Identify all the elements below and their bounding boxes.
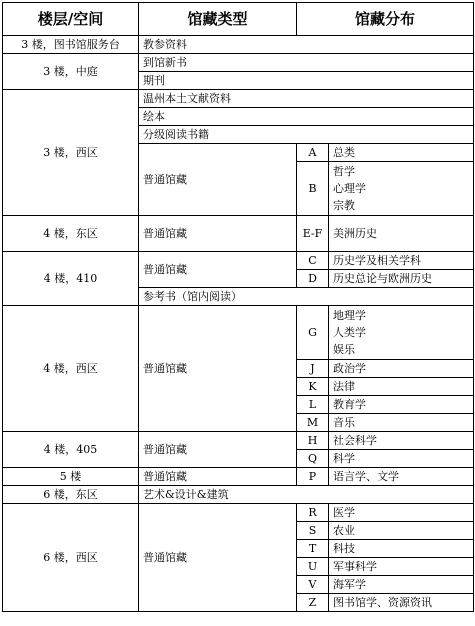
subject-line: 地理学 [333,309,366,322]
class-code-cell: P [297,468,329,486]
subject-cell: 历史学及相关学科 [329,252,474,270]
class-code-cell: C [297,252,329,270]
type-cell: 普通馆藏 [139,306,297,432]
class-code-cell: H [297,432,329,450]
subject-cell: 历史总论与欧洲历史 [329,270,474,288]
header-floor-space: 楼层/空间 [3,3,139,36]
floor-cell: 4 楼，东区 [3,216,139,252]
collection-distribution-table [2,2,474,612]
class-code-cell: K [297,378,329,396]
table-row [3,306,474,360]
class-code-cell: J [297,360,329,378]
floor-cell: 3 楼，图书馆服务台 [3,36,139,54]
type-cell: 温州本土文献资料 [139,90,474,108]
type-cell: 绘本 [139,108,474,126]
class-code-cell: Z [297,594,329,612]
floor-cell: 6 楼，西区 [3,504,139,612]
subject-cell: 总类 [329,144,474,162]
table-row [3,54,474,72]
class-code-cell: A [297,144,329,162]
subject-line: 娱乐 [333,343,355,356]
table-row [3,468,474,486]
type-cell: 普通馆藏 [139,144,297,216]
subject-cell: 教育学 [329,396,474,414]
type-cell: 普通馆藏 [139,216,297,252]
subject-line: 人类学 [333,326,366,339]
class-code-cell: V [297,576,329,594]
subject-cell: 科学 [329,450,474,468]
table-row [3,36,474,54]
table-row [3,216,474,252]
type-cell: 到馆新书 [139,54,474,72]
floor-cell: 4 楼，西区 [3,306,139,432]
subject-cell: 语言学、文学 [329,468,474,486]
floor-cell: 3 楼，中庭 [3,54,139,90]
subject-line: 心理学 [333,182,366,195]
table-row [3,432,474,450]
class-code-cell: E-F [297,216,329,252]
type-cell: 普通馆藏 [139,432,297,468]
subject-cell: 美洲历史 [329,216,474,252]
class-code-cell: R [297,504,329,522]
floor-cell: 5 楼 [3,468,139,486]
table-row [3,252,474,270]
subject-line: 哲学 [333,165,355,178]
subject-cell: 医学 [329,504,474,522]
floor-cell: 4 楼，410 [3,252,139,306]
table-row [3,504,474,522]
table-row [3,486,474,504]
type-cell: 参考书（馆内阅读） [139,288,474,306]
type-cell: 教参资料 [139,36,474,54]
class-code-cell: M [297,414,329,432]
floor-cell: 4 楼，405 [3,432,139,468]
table-header-row [3,3,474,36]
floor-cell: 3 楼，西区 [3,90,139,216]
subject-cell: 军事科学 [329,558,474,576]
type-cell: 普通馆藏 [139,252,297,288]
subject-cell [329,162,474,216]
subject-cell: 法律 [329,378,474,396]
class-code-cell: B [297,162,329,216]
class-code-cell: U [297,558,329,576]
subject-cell: 图书馆学、资源资讯 [329,594,474,612]
class-code-cell: S [297,522,329,540]
subject-cell [329,306,474,360]
table-row [3,90,474,108]
subject-cell: 海军学 [329,576,474,594]
subject-cell: 社会科学 [329,432,474,450]
header-collection-type: 馆藏类型 [139,3,297,36]
header-distribution: 馆藏分布 [297,3,474,36]
class-code-cell: T [297,540,329,558]
class-code-cell: G [297,306,329,360]
subject-cell: 政治学 [329,360,474,378]
class-code-cell: D [297,270,329,288]
type-cell: 普通馆藏 [139,504,297,612]
type-cell: 期刊 [139,72,474,90]
class-code-cell: Q [297,450,329,468]
subject-cell: 音乐 [329,414,474,432]
subject-cell: 科技 [329,540,474,558]
type-cell: 分级阅读书籍 [139,126,474,144]
subject-cell: 农业 [329,522,474,540]
subject-line: 宗教 [333,199,355,212]
class-code-cell: L [297,396,329,414]
floor-cell: 6 楼，东区 [3,486,139,504]
type-cell: 艺术&设计&建筑 [139,486,474,504]
type-cell: 普通馆藏 [139,468,297,486]
